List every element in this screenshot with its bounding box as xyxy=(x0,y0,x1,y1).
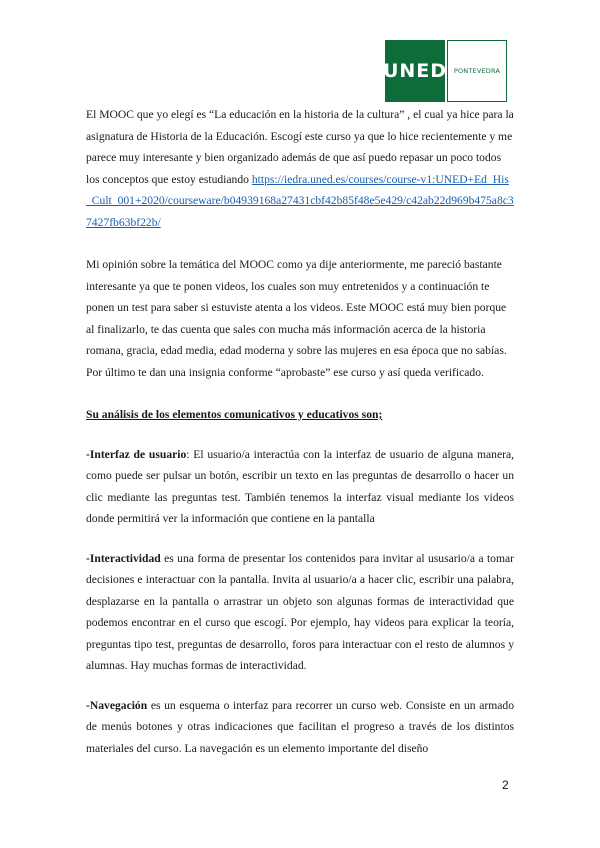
uned-logo xyxy=(382,40,507,102)
section-navegacion xyxy=(86,695,514,760)
section-interactividad-title: -Interactividad xyxy=(86,551,161,565)
section-interfaz xyxy=(86,444,514,530)
page-number: 2 xyxy=(502,778,509,792)
analysis-heading: Su análisis de los elementos comunicativos y educativos son; xyxy=(86,408,383,421)
section-interfaz-body: : El usuario/a interactúa con la interfaz de usuario de alguna manera, como puede ser pulsar un botón, escribir un texto en las preguntas de desarrollo o hacer un clic mediante las preguntas test. También tenemos la interfaz visual mediante los videos donde permitirá ver la información que contiene en la pantalla xyxy=(86,447,514,525)
document-body xyxy=(86,104,514,759)
intro-paragraph xyxy=(86,104,514,233)
logo-pontevedra: PONTEVEDRA xyxy=(447,40,507,102)
opinion-paragraph: Mi opinión sobre la temática del MOOC como ya dije anteriormente, me pareció bastante interesante ya que te ponen videos, los cuales son muy entretenidos y a continuación te ponen un test para saber si estuviste atenta a los videos. Este MOOC está muy bien porque al finalizarlo, te das cuenta que sales con mucha más información acerca de la historia romana, gracia, edad media, edad moderna y sobre las mujeres en esa época que no sabías. Por último te dan una insignia conforme “aprobaste” ese curso y así queda verificado. xyxy=(86,258,507,379)
section-navegacion-body: es un esquema o interfaz para recorrer un curso web. Consiste en un armado de menús botones y otras indicaciones que facilitan el progreso a través de los distintos materiales del curso. La navegación es un elemento importante del diseño xyxy=(86,698,514,755)
logo-uned-mark: UNED xyxy=(385,40,445,102)
section-interfaz-title: -Interfaz de usuario xyxy=(86,447,187,461)
section-navegacion-title: -Navegación xyxy=(86,698,148,712)
course-link[interactable]: https://iedra.uned.es/courses/course-v1:UNED+Ed_His_Cult_001+2020/courseware/b04939168a27431cbf42b85f48e5e429/c42ab22d969b475a8c37427fb63bf22b/ xyxy=(86,172,514,229)
section-interactividad xyxy=(86,548,514,677)
section-interactividad-body: es una forma de presentar los contenidos para invitar al ususario/a a tomar decisiones e interactuar con la pantalla. Invita al usuario/a a hacer clic, escribir una palabra, desplazarse en la pantalla o arrastrar un objeto son algunas formas de interactividad que podemos encontrar en el curso que escogí. Por ejemplo, hay videos para explicar la teoría, preguntas tipo test, preguntas de desarrollo, foros para interactuar con el resto de alumnos y alumnas. Hay muchas formas de interactividad. xyxy=(86,551,514,672)
intro-text: El MOOC que yo elegí es “La educación en la historia de la cultura” , el cual ya hice para la asignatura de Historia de la Educación. Escogí este curso ya que lo hice recientemente y me parece muy interesante y bien organizado además de que así puedo repasar un poco todos los conceptos que estoy estudiando xyxy=(86,108,514,186)
